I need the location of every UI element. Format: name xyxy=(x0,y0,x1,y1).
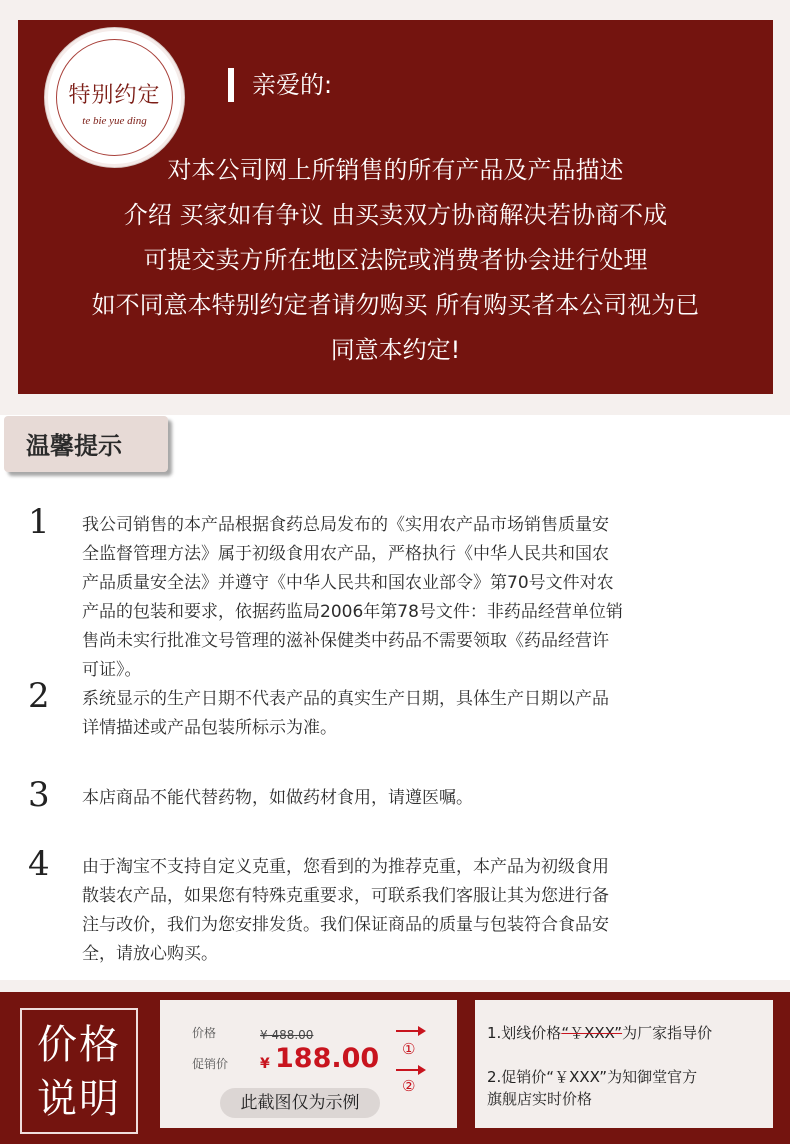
seal-ring xyxy=(56,39,173,156)
agreement-seal xyxy=(45,28,184,167)
explain-line-2a: 2.促销价“￥XXX”为知御堂官方 xyxy=(487,1068,698,1086)
tip-line: 注与改价，我们为您安排发货。我们保证商品的质量与包装符合食品安 xyxy=(82,915,609,935)
tip-line: 我公司销售的本产品根据食药总局发布的《实用农产品市场销售质量安 xyxy=(82,515,609,535)
explain-line-1 xyxy=(487,1022,773,1044)
tip-line: 可证》。 xyxy=(82,660,142,680)
agreement-body xyxy=(18,148,773,373)
tip-line: 由于淘宝不支持自定义克重，您看到的为推荐克重，本产品为初级食用 xyxy=(82,857,609,877)
seal-subtitle: te bie yue ding xyxy=(82,115,147,127)
marker-two: ② xyxy=(402,1077,416,1095)
seal-title: 特别约定 xyxy=(68,83,161,108)
tip-line: 系统显示的生产日期不代表产品的真实生产日期，具体生产日期以产品 xyxy=(82,689,609,709)
explain-line-2 xyxy=(487,1066,773,1110)
tip-line: 全，请放心购买。 xyxy=(82,944,218,964)
marker-one: ① xyxy=(402,1040,416,1058)
explain-line-1-strike: “￥XXX” xyxy=(561,1024,623,1042)
price-explanation-text xyxy=(475,1000,773,1128)
sale-price-value: 188.00 xyxy=(275,1043,380,1074)
price-title-box xyxy=(20,1008,138,1134)
tip-line: 产品的包装和要求，依据药监局2006年第78号文件：非药品经营单位销 xyxy=(82,602,623,622)
tip-text xyxy=(82,511,772,685)
tip-line: 本店商品不能代替药物，如做药材食用，请遵医嘱。 xyxy=(82,788,473,808)
tip-number: 2 xyxy=(28,675,58,717)
arrow-right-icon xyxy=(396,1021,426,1041)
agreement-line: 介绍 买家如有争议 由买卖双方协商解决若协商不成 xyxy=(123,201,668,229)
tips-title: 温馨提示 xyxy=(26,431,122,460)
tip-number: 1 xyxy=(28,501,58,543)
agreement-line: 可提交卖方所在地区法院或消费者协会进行处理 xyxy=(143,246,648,274)
tip-text xyxy=(82,685,772,743)
explain-line-1-prefix: 1.划线价格 xyxy=(487,1024,562,1042)
example-note: 此截图仅为示例 xyxy=(220,1088,380,1118)
tips-header xyxy=(4,416,168,472)
tip-line: 售尚未实行批准文号管理的滋补保健类中药品不需要领取《药品经营许 xyxy=(82,631,609,651)
sale-currency: ¥ xyxy=(260,1056,270,1072)
tip-text xyxy=(82,784,772,813)
original-price-value: ¥ 488.00 xyxy=(260,1028,314,1042)
sale-price-label: 促销价 xyxy=(192,1057,229,1071)
greeting-text: 亲爱的: xyxy=(252,71,333,99)
price-title-line: 说明 xyxy=(37,1076,121,1122)
tip-number: 4 xyxy=(28,843,58,885)
explain-line-1-suffix: 为厂家指导价 xyxy=(622,1024,713,1042)
tip-line: 产品质量安全法》并遵守《中华人民共和国农业部令》第70号文件对农 xyxy=(82,573,614,593)
agreement-line: 如不同意本特别约定者请勿购买 所有购买者本公司视为已 xyxy=(91,291,700,319)
tip-line: 全监督管理方法》属于初级食用农产品，严格执行《中华人民共和国农 xyxy=(82,544,609,564)
explain-line-2b: 旗舰店实时价格 xyxy=(487,1090,593,1108)
special-agreement-panel xyxy=(18,20,773,394)
tip-line: 详情描述或产品包装所标示为准。 xyxy=(82,718,337,738)
tip-number: 3 xyxy=(28,774,58,816)
tip-text xyxy=(82,853,772,969)
price-title-line: 价格 xyxy=(37,1022,121,1068)
greeting-accent-bar xyxy=(228,68,234,102)
agreement-line: 同意本约定! xyxy=(330,336,461,364)
tip-line: 散装农产品，如果您有特殊克重要求，可联系我们客服让其为您进行备 xyxy=(82,886,609,906)
original-price-label: 价格 xyxy=(192,1026,217,1040)
agreement-line: 对本公司网上所销售的所有产品及产品描述 xyxy=(167,156,624,184)
